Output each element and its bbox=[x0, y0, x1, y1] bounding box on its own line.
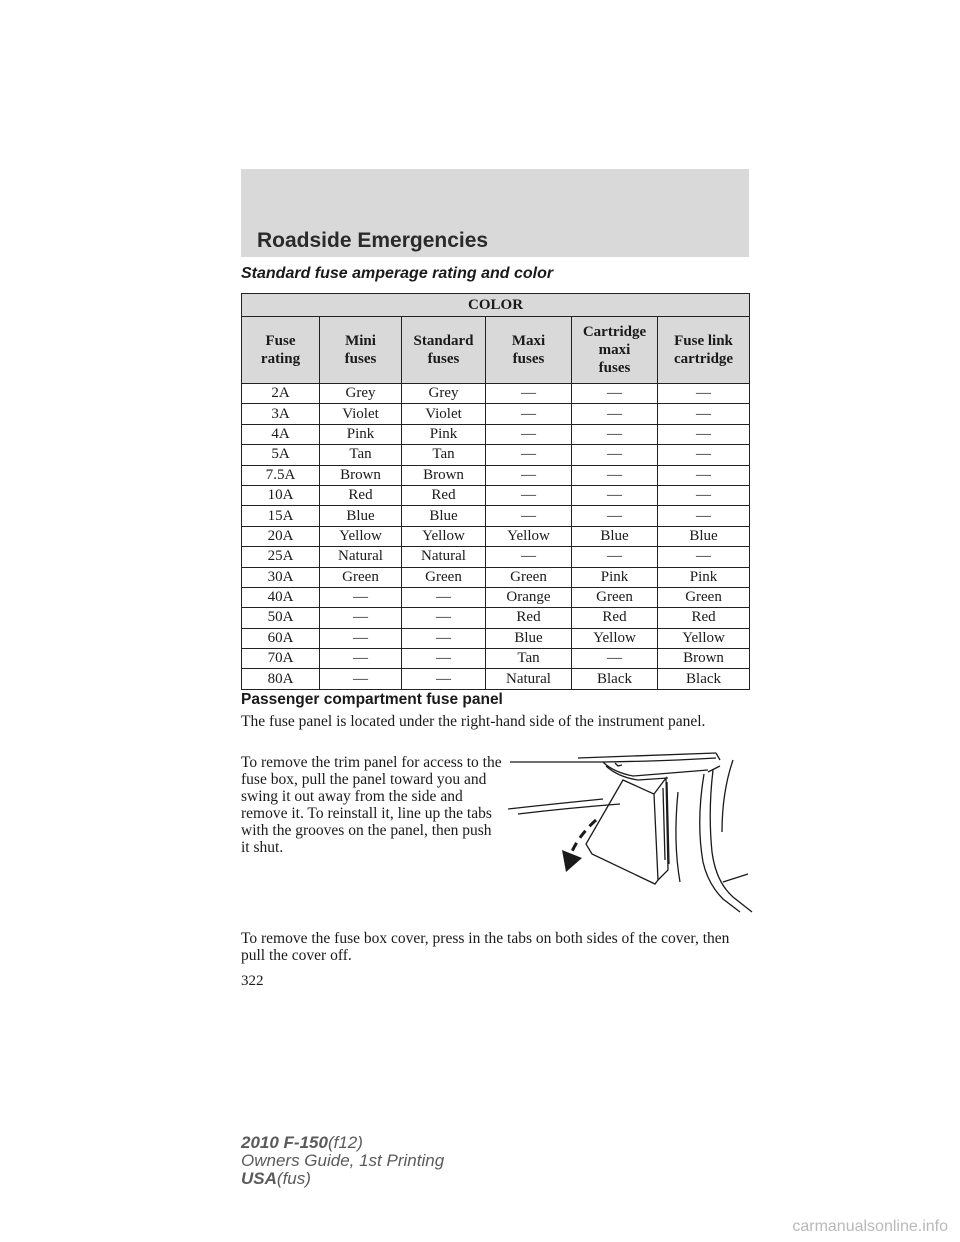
footer-printing: Owners Guide, 1st Printing bbox=[241, 1151, 445, 1170]
fuse-rating-cell: 20A bbox=[242, 526, 320, 546]
fuse-color-cell: Green bbox=[572, 587, 658, 607]
table-row bbox=[242, 445, 750, 465]
footer-model: 2010 F-150 bbox=[241, 1133, 328, 1152]
fuse-color-cell: Brown bbox=[402, 465, 486, 485]
fuse-color-cell: — bbox=[572, 445, 658, 465]
fuse-color-cell: Pink bbox=[402, 424, 486, 444]
footer-region: USA bbox=[241, 1169, 277, 1188]
column-header bbox=[572, 317, 658, 384]
fuse-color-cell: Yellow bbox=[486, 526, 572, 546]
table-row bbox=[242, 608, 750, 628]
fuse-color-cell: Red bbox=[402, 485, 486, 505]
fuse-color-cell: — bbox=[320, 608, 402, 628]
table-row bbox=[242, 526, 750, 546]
fuse-color-cell: — bbox=[658, 485, 750, 505]
fuse-rating-table bbox=[241, 293, 750, 690]
fuse-color-cell: — bbox=[658, 424, 750, 444]
fuse-color-cell: Blue bbox=[320, 506, 402, 526]
table-body bbox=[242, 384, 750, 690]
column-header-line: fuses bbox=[598, 360, 631, 376]
fuse-color-cell: — bbox=[486, 547, 572, 567]
fuse-color-cell: Tan bbox=[402, 445, 486, 465]
table-row bbox=[242, 485, 750, 505]
fuse-color-cell: — bbox=[572, 506, 658, 526]
table-row bbox=[242, 547, 750, 567]
fuse-color-cell: Tan bbox=[486, 649, 572, 669]
fuse-color-cell: Pink bbox=[572, 567, 658, 587]
fuse-color-cell: Pink bbox=[658, 567, 750, 587]
column-header-line: rating bbox=[260, 351, 301, 367]
table-row bbox=[242, 506, 750, 526]
table-row bbox=[242, 465, 750, 485]
fuse-color-cell: Natural bbox=[486, 669, 572, 689]
column-header-line: fuses bbox=[512, 351, 545, 367]
fuse-color-cell: — bbox=[402, 608, 486, 628]
table-row bbox=[242, 628, 750, 648]
fuse-color-cell: Blue bbox=[572, 526, 658, 546]
fuse-color-cell: Natural bbox=[402, 547, 486, 567]
column-header-line: fuses bbox=[427, 351, 460, 367]
table-row bbox=[242, 404, 750, 424]
paragraph-location: The fuse panel is located under the right-hand side of the instrument panel. bbox=[241, 713, 706, 730]
fuse-color-cell: Black bbox=[658, 669, 750, 689]
fuse-color-cell: Grey bbox=[402, 384, 486, 404]
column-header bbox=[320, 317, 402, 384]
fuse-color-cell: — bbox=[320, 669, 402, 689]
fuse-color-cell: Red bbox=[320, 485, 402, 505]
fuse-color-cell: Violet bbox=[402, 404, 486, 424]
column-header bbox=[402, 317, 486, 384]
fuse-color-cell: — bbox=[486, 465, 572, 485]
fuse-color-cell: Green bbox=[486, 567, 572, 587]
table-row bbox=[242, 424, 750, 444]
column-header-line: maxi bbox=[598, 342, 631, 358]
column-header-line: Fuse bbox=[265, 333, 296, 349]
fuse-color-cell: Yellow bbox=[402, 526, 486, 546]
column-header bbox=[486, 317, 572, 384]
fuse-rating-cell: 10A bbox=[242, 485, 320, 505]
table-row bbox=[242, 384, 750, 404]
fuse-color-cell: — bbox=[402, 628, 486, 648]
watermark: carmanualsonline.info bbox=[792, 1218, 948, 1235]
fuse-color-cell: — bbox=[486, 506, 572, 526]
fuse-rating-cell: 30A bbox=[242, 567, 320, 587]
fuse-rating-cell: 40A bbox=[242, 587, 320, 607]
fuse-color-cell: Red bbox=[486, 608, 572, 628]
fuse-color-cell: — bbox=[320, 587, 402, 607]
fuse-rating-cell: 2A bbox=[242, 384, 320, 404]
fuse-rating-cell: 70A bbox=[242, 649, 320, 669]
column-header-line: fuses bbox=[344, 351, 377, 367]
fuse-color-cell: — bbox=[486, 485, 572, 505]
fuse-color-cell: Blue bbox=[402, 506, 486, 526]
fuse-color-cell: Yellow bbox=[658, 628, 750, 648]
fuse-color-cell: Natural bbox=[320, 547, 402, 567]
fuse-color-cell: — bbox=[658, 445, 750, 465]
fuse-color-cell: Red bbox=[572, 608, 658, 628]
column-header-line: Fuse link bbox=[674, 333, 733, 349]
fuse-color-cell: Green bbox=[658, 587, 750, 607]
fuse-color-cell: — bbox=[402, 587, 486, 607]
fuse-color-cell: Blue bbox=[486, 628, 572, 648]
column-header-row bbox=[242, 317, 750, 384]
paragraph-fuse-box-cover: To remove the fuse box cover, press in the tabs on both sides of the cover, then pull the cover off. bbox=[241, 930, 730, 964]
fuse-color-cell: — bbox=[320, 628, 402, 648]
fuse-rating-cell: 7.5A bbox=[242, 465, 320, 485]
fuse-color-cell: — bbox=[320, 649, 402, 669]
column-header-line: cartridge bbox=[673, 351, 734, 367]
fuse-rating-cell: 15A bbox=[242, 506, 320, 526]
fuse-color-cell: — bbox=[572, 424, 658, 444]
fuse-color-cell: Brown bbox=[320, 465, 402, 485]
column-header-line: Cartridge bbox=[582, 324, 647, 340]
fuse-panel-illustration bbox=[508, 752, 753, 917]
footer-region-code: (fus) bbox=[276, 1169, 311, 1188]
fuse-color-cell: — bbox=[486, 445, 572, 465]
footer-model-code: (f12) bbox=[327, 1133, 363, 1152]
column-header bbox=[658, 317, 750, 384]
fuse-color-cell: Green bbox=[320, 567, 402, 587]
fuse-color-cell: — bbox=[402, 649, 486, 669]
column-header bbox=[242, 317, 320, 384]
table-row bbox=[242, 649, 750, 669]
fuse-rating-cell: 3A bbox=[242, 404, 320, 424]
fuse-color-cell: Violet bbox=[320, 404, 402, 424]
footer-edition-info bbox=[241, 1134, 444, 1188]
fuse-color-cell: — bbox=[572, 485, 658, 505]
fuse-color-cell: — bbox=[658, 547, 750, 567]
fuse-color-cell: Yellow bbox=[320, 526, 402, 546]
paragraph-trim-panel: To remove the trim panel for access to the fuse box, pull the panel toward you and swing it out away from the side and remove it. To reinstall it, line up the tabs with the grooves on the panel, then push it shut. bbox=[241, 754, 502, 856]
fuse-color-cell: Yellow bbox=[572, 628, 658, 648]
fuse-color-cell: — bbox=[486, 384, 572, 404]
table-row bbox=[242, 669, 750, 689]
fuse-color-cell: — bbox=[658, 384, 750, 404]
fuse-color-cell: Green bbox=[402, 567, 486, 587]
color-group-header: COLOR bbox=[242, 294, 750, 317]
section-heading: Passenger compartment fuse panel bbox=[241, 691, 503, 708]
column-header-line: Mini bbox=[345, 333, 376, 349]
fuse-color-cell: Pink bbox=[320, 424, 402, 444]
fuse-rating-cell: 80A bbox=[242, 669, 320, 689]
fuse-rating-cell: 25A bbox=[242, 547, 320, 567]
fuse-color-cell: Grey bbox=[320, 384, 402, 404]
section-header-band bbox=[241, 169, 749, 257]
section-title: Roadside Emergencies bbox=[257, 229, 489, 252]
fuse-rating-cell: 5A bbox=[242, 445, 320, 465]
fuse-rating-cell: 60A bbox=[242, 628, 320, 648]
table-row bbox=[242, 587, 750, 607]
fuse-color-cell: — bbox=[572, 649, 658, 669]
table-row bbox=[242, 567, 750, 587]
column-header-line: Maxi bbox=[511, 333, 546, 349]
fuse-color-cell: Red bbox=[658, 608, 750, 628]
fuse-color-cell: — bbox=[572, 404, 658, 424]
fuse-color-cell: Orange bbox=[486, 587, 572, 607]
fuse-color-cell: — bbox=[572, 547, 658, 567]
fuse-color-cell: — bbox=[658, 404, 750, 424]
fuse-color-cell: — bbox=[572, 384, 658, 404]
fuse-color-cell: Blue bbox=[658, 526, 750, 546]
fuse-color-cell: — bbox=[486, 404, 572, 424]
fuse-color-cell: — bbox=[486, 424, 572, 444]
fuse-color-cell: — bbox=[658, 506, 750, 526]
fuse-color-cell: Tan bbox=[320, 445, 402, 465]
fuse-rating-cell: 50A bbox=[242, 608, 320, 628]
page-number: 322 bbox=[241, 973, 264, 989]
table-title: Standard fuse amperage rating and color bbox=[241, 265, 554, 282]
fuse-rating-cell: 4A bbox=[242, 424, 320, 444]
fuse-color-cell: Brown bbox=[658, 649, 750, 669]
fuse-color-cell: — bbox=[402, 669, 486, 689]
fuse-color-cell: — bbox=[572, 465, 658, 485]
fuse-color-cell: — bbox=[658, 465, 750, 485]
fuse-color-cell: Black bbox=[572, 669, 658, 689]
column-header-line: Standard bbox=[413, 333, 474, 349]
